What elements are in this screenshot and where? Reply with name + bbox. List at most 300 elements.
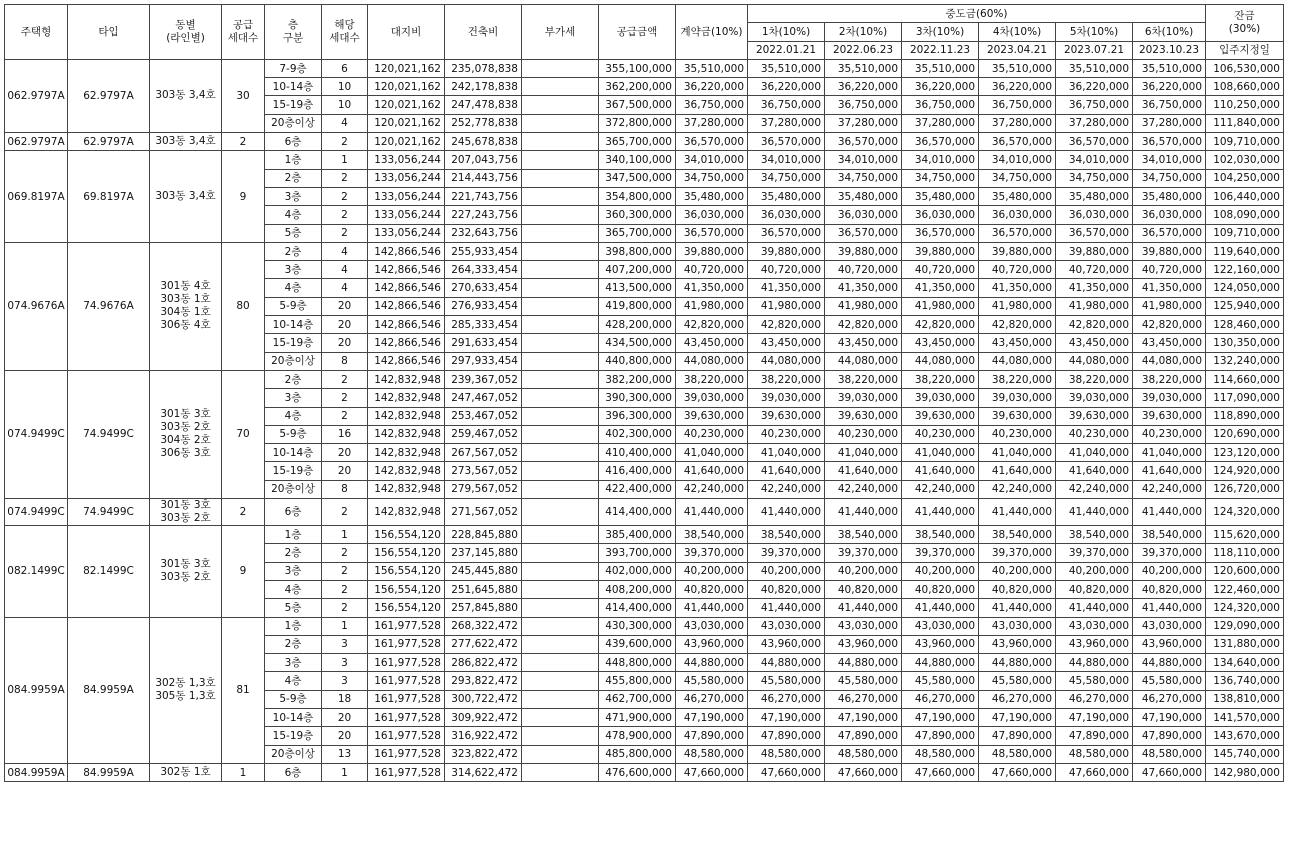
balance-cell: 120,690,000	[1206, 425, 1284, 443]
vat-cell	[522, 279, 599, 297]
balance-cell: 145,740,000	[1206, 745, 1284, 763]
interim-1-cell: 47,190,000	[748, 708, 825, 726]
interim-6-cell: 46,270,000	[1133, 690, 1206, 708]
land-cell: 161,977,528	[368, 672, 445, 690]
land-cell: 133,056,244	[368, 169, 445, 187]
interim-4-cell: 39,630,000	[979, 407, 1056, 425]
land-cell: 142,832,948	[368, 407, 445, 425]
interim-6-cell: 44,080,000	[1133, 352, 1206, 370]
construction-cell: 207,043,756	[445, 151, 522, 169]
units-cell: 2	[322, 562, 368, 580]
supply-price-cell: 448,800,000	[599, 654, 676, 672]
building-cell	[150, 133, 222, 151]
vat-cell	[522, 224, 599, 242]
interim-6-cell: 40,200,000	[1133, 562, 1206, 580]
table-row	[5, 617, 1284, 635]
construction-cell: 237,145,880	[445, 544, 522, 562]
interim-5-cell: 42,240,000	[1056, 480, 1133, 498]
interim-1-cell: 42,240,000	[748, 480, 825, 498]
supply-price-cell: 434,500,000	[599, 334, 676, 352]
land-cell: 161,977,528	[368, 617, 445, 635]
interim-1-cell: 44,080,000	[748, 352, 825, 370]
building-line: 305동 1,3호	[155, 690, 216, 703]
interim-6-cell: 39,030,000	[1133, 389, 1206, 407]
supply-price-cell: 372,800,000	[599, 114, 676, 132]
type-cell: 82.1499C	[68, 526, 150, 617]
units-cell: 20	[322, 334, 368, 352]
table-row	[5, 763, 1284, 781]
units-cell: 8	[322, 480, 368, 498]
interim-5-cell: 48,580,000	[1056, 745, 1133, 763]
floor-cell: 10-14층	[265, 444, 322, 462]
interim-1-cell: 47,890,000	[748, 727, 825, 745]
interim-3-cell: 41,640,000	[902, 462, 979, 480]
land-cell: 142,866,546	[368, 242, 445, 260]
contract-cell: 46,270,000	[676, 690, 748, 708]
interim-3-cell: 37,280,000	[902, 114, 979, 132]
interim-3-cell: 40,820,000	[902, 580, 979, 598]
interim-4-cell: 46,270,000	[979, 690, 1056, 708]
land-cell: 120,021,162	[368, 78, 445, 96]
balance-cell: 111,840,000	[1206, 114, 1284, 132]
units-cell: 4	[322, 114, 368, 132]
units-cell: 4	[322, 261, 368, 279]
supply-price-cell: 385,400,000	[599, 526, 676, 544]
building-line: 303동 2호	[160, 571, 211, 584]
interim-2-cell: 36,750,000	[825, 96, 902, 114]
header-interim-date-3: 2022.11.23	[902, 41, 979, 59]
construction-cell: 235,078,838	[445, 59, 522, 77]
building-line: 303동 3,4호	[155, 89, 216, 102]
interim-3-cell: 36,220,000	[902, 78, 979, 96]
header-construction: 건축비	[445, 5, 522, 60]
land-cell: 142,832,948	[368, 462, 445, 480]
interim-2-cell: 41,350,000	[825, 279, 902, 297]
interim-4-cell: 34,750,000	[979, 169, 1056, 187]
contract-cell: 39,030,000	[676, 389, 748, 407]
units-cell: 2	[322, 206, 368, 224]
balance-cell: 109,710,000	[1206, 224, 1284, 242]
supply-price-cell: 367,500,000	[599, 96, 676, 114]
header-floor	[265, 5, 322, 60]
construction-cell: 214,443,756	[445, 169, 522, 187]
table-row	[5, 151, 1284, 169]
interim-3-cell: 44,880,000	[902, 654, 979, 672]
floor-cell: 10-14층	[265, 78, 322, 96]
interim-6-cell: 34,010,000	[1133, 151, 1206, 169]
contract-cell: 45,580,000	[676, 672, 748, 690]
construction-cell: 252,778,838	[445, 114, 522, 132]
supply-price-cell: 360,300,000	[599, 206, 676, 224]
interim-1-cell: 48,580,000	[748, 745, 825, 763]
balance-cell: 106,440,000	[1206, 187, 1284, 205]
contract-cell: 42,240,000	[676, 480, 748, 498]
building-line: 304동 2호	[160, 434, 211, 447]
interim-5-cell: 47,190,000	[1056, 708, 1133, 726]
interim-3-cell: 39,030,000	[902, 389, 979, 407]
construction-cell: 239,367,052	[445, 370, 522, 388]
construction-cell: 316,922,472	[445, 727, 522, 745]
units-cell: 2	[322, 224, 368, 242]
land-cell: 120,021,162	[368, 96, 445, 114]
interim-5-cell: 44,880,000	[1056, 654, 1133, 672]
contract-cell: 41,040,000	[676, 444, 748, 462]
interim-6-cell: 47,660,000	[1133, 763, 1206, 781]
supply-price-cell: 414,400,000	[599, 599, 676, 617]
floor-cell: 4층	[265, 407, 322, 425]
units-cell: 2	[322, 499, 368, 526]
balance-cell: 123,120,000	[1206, 444, 1284, 462]
interim-2-cell: 40,820,000	[825, 580, 902, 598]
supply-units-cell: 9	[222, 526, 265, 617]
supply-price-cell: 365,700,000	[599, 133, 676, 151]
building-cell	[150, 370, 222, 498]
supply-units-cell: 30	[222, 59, 265, 132]
interim-1-cell: 45,580,000	[748, 672, 825, 690]
building-cell	[150, 151, 222, 242]
interim-1-cell: 47,660,000	[748, 763, 825, 781]
interim-5-cell: 47,890,000	[1056, 727, 1133, 745]
floor-cell: 3층	[265, 562, 322, 580]
vat-cell	[522, 261, 599, 279]
units-cell: 2	[322, 599, 368, 617]
supply-price-cell: 410,400,000	[599, 444, 676, 462]
interim-2-cell: 43,450,000	[825, 334, 902, 352]
interim-2-cell: 36,570,000	[825, 224, 902, 242]
interim-6-cell: 36,570,000	[1133, 224, 1206, 242]
floor-cell: 4층	[265, 672, 322, 690]
interim-5-cell: 37,280,000	[1056, 114, 1133, 132]
interim-3-cell: 47,660,000	[902, 763, 979, 781]
header-supply-units-line1: 공급	[232, 18, 254, 31]
vat-cell	[522, 672, 599, 690]
interim-5-cell: 34,010,000	[1056, 151, 1133, 169]
interim-2-cell: 38,220,000	[825, 370, 902, 388]
construction-cell: 232,643,756	[445, 224, 522, 242]
building-cell	[150, 242, 222, 370]
interim-5-cell: 36,570,000	[1056, 133, 1133, 151]
vat-cell	[522, 114, 599, 132]
interim-3-cell: 43,030,000	[902, 617, 979, 635]
interim-1-cell: 44,880,000	[748, 654, 825, 672]
contract-cell: 40,820,000	[676, 580, 748, 598]
interim-2-cell: 41,980,000	[825, 297, 902, 315]
units-cell: 20	[322, 727, 368, 745]
supply-price-cell: 428,200,000	[599, 316, 676, 334]
interim-1-cell: 43,960,000	[748, 635, 825, 653]
interim-4-cell: 39,030,000	[979, 389, 1056, 407]
header-interim-5: 5차(10%)	[1056, 23, 1133, 41]
interim-4-cell: 43,030,000	[979, 617, 1056, 635]
interim-6-cell: 41,440,000	[1133, 499, 1206, 526]
interim-2-cell: 41,440,000	[825, 499, 902, 526]
contract-cell: 41,440,000	[676, 599, 748, 617]
vat-cell	[522, 59, 599, 77]
interim-4-cell: 41,440,000	[979, 599, 1056, 617]
vat-cell	[522, 544, 599, 562]
vat-cell	[522, 635, 599, 653]
interim-6-cell: 36,570,000	[1133, 133, 1206, 151]
vat-cell	[522, 242, 599, 260]
header-building-line2: (라인별)	[166, 31, 205, 44]
interim-1-cell: 39,880,000	[748, 242, 825, 260]
interim-2-cell: 47,890,000	[825, 727, 902, 745]
interim-4-cell: 48,580,000	[979, 745, 1056, 763]
interim-1-cell: 40,820,000	[748, 580, 825, 598]
contract-cell: 47,660,000	[676, 763, 748, 781]
balance-cell: 110,250,000	[1206, 96, 1284, 114]
interim-3-cell: 34,750,000	[902, 169, 979, 187]
interim-5-cell: 40,200,000	[1056, 562, 1133, 580]
interim-3-cell: 40,230,000	[902, 425, 979, 443]
land-cell: 133,056,244	[368, 206, 445, 224]
floor-cell: 5층	[265, 599, 322, 617]
floor-cell: 3층	[265, 187, 322, 205]
floor-cell: 2층	[265, 635, 322, 653]
type-cell: 69.8197A	[68, 151, 150, 242]
contract-cell: 38,540,000	[676, 526, 748, 544]
interim-4-cell: 39,880,000	[979, 242, 1056, 260]
interim-2-cell: 45,580,000	[825, 672, 902, 690]
interim-1-cell: 36,030,000	[748, 206, 825, 224]
supply-price-cell: 398,800,000	[599, 242, 676, 260]
interim-1-cell: 36,220,000	[748, 78, 825, 96]
interim-5-cell: 36,220,000	[1056, 78, 1133, 96]
table-row	[5, 370, 1284, 388]
interim-1-cell: 46,270,000	[748, 690, 825, 708]
construction-cell: 245,445,880	[445, 562, 522, 580]
interim-4-cell: 40,820,000	[979, 580, 1056, 598]
interim-2-cell: 42,820,000	[825, 316, 902, 334]
interim-3-cell: 35,510,000	[902, 59, 979, 77]
header-balance-line1: 잔금	[1234, 9, 1255, 22]
balance-cell: 117,090,000	[1206, 389, 1284, 407]
interim-1-cell: 38,540,000	[748, 526, 825, 544]
interim-5-cell: 36,750,000	[1056, 96, 1133, 114]
interim-1-cell: 41,440,000	[748, 499, 825, 526]
supply-price-cell: 393,700,000	[599, 544, 676, 562]
building-cell	[150, 59, 222, 132]
supply-price-cell: 440,800,000	[599, 352, 676, 370]
interim-5-cell: 35,480,000	[1056, 187, 1133, 205]
balance-cell: 118,110,000	[1206, 544, 1284, 562]
floor-cell: 10-14층	[265, 708, 322, 726]
interim-5-cell: 39,630,000	[1056, 407, 1133, 425]
floor-cell: 6층	[265, 133, 322, 151]
floor-cell: 15-19층	[265, 462, 322, 480]
units-cell: 18	[322, 690, 368, 708]
interim-5-cell: 41,980,000	[1056, 297, 1133, 315]
header-supply-price: 공급금액	[599, 5, 676, 60]
units-cell: 2	[322, 389, 368, 407]
floor-cell: 6층	[265, 499, 322, 526]
vat-cell	[522, 690, 599, 708]
interim-2-cell: 39,030,000	[825, 389, 902, 407]
land-cell: 142,832,948	[368, 499, 445, 526]
interim-4-cell: 40,230,000	[979, 425, 1056, 443]
interim-6-cell: 43,030,000	[1133, 617, 1206, 635]
interim-3-cell: 43,960,000	[902, 635, 979, 653]
interim-5-cell: 45,580,000	[1056, 672, 1133, 690]
supply-price-cell: 422,400,000	[599, 480, 676, 498]
interim-6-cell: 39,880,000	[1133, 242, 1206, 260]
header-land: 대지비	[368, 5, 445, 60]
header-vat: 부가세	[522, 5, 599, 60]
contract-cell: 40,200,000	[676, 562, 748, 580]
interim-4-cell: 47,190,000	[979, 708, 1056, 726]
balance-cell: 114,660,000	[1206, 370, 1284, 388]
header-interim-1: 1차(10%)	[748, 23, 825, 41]
construction-cell: 291,633,454	[445, 334, 522, 352]
vat-cell	[522, 352, 599, 370]
interim-4-cell: 34,010,000	[979, 151, 1056, 169]
land-cell: 161,977,528	[368, 690, 445, 708]
balance-cell: 118,890,000	[1206, 407, 1284, 425]
construction-cell: 273,567,052	[445, 462, 522, 480]
units-cell: 2	[322, 407, 368, 425]
interim-4-cell: 37,280,000	[979, 114, 1056, 132]
interim-3-cell: 46,270,000	[902, 690, 979, 708]
supply-price-cell: 478,900,000	[599, 727, 676, 745]
interim-1-cell: 36,570,000	[748, 133, 825, 151]
contract-cell: 37,280,000	[676, 114, 748, 132]
vat-cell	[522, 133, 599, 151]
units-cell: 2	[322, 544, 368, 562]
price-table	[4, 4, 1284, 782]
interim-3-cell: 36,750,000	[902, 96, 979, 114]
construction-cell: 276,933,454	[445, 297, 522, 315]
interim-6-cell: 43,960,000	[1133, 635, 1206, 653]
construction-cell: 323,822,472	[445, 745, 522, 763]
floor-cell: 15-19층	[265, 96, 322, 114]
contract-cell: 36,570,000	[676, 133, 748, 151]
interim-3-cell: 38,540,000	[902, 526, 979, 544]
interim-6-cell: 39,630,000	[1133, 407, 1206, 425]
interim-5-cell: 41,040,000	[1056, 444, 1133, 462]
supply-units-cell: 81	[222, 617, 265, 763]
interim-5-cell: 43,960,000	[1056, 635, 1133, 653]
interim-6-cell: 38,220,000	[1133, 370, 1206, 388]
interim-5-cell: 40,720,000	[1056, 261, 1133, 279]
interim-6-cell: 43,450,000	[1133, 334, 1206, 352]
interim-3-cell: 38,220,000	[902, 370, 979, 388]
balance-cell: 108,660,000	[1206, 78, 1284, 96]
balance-cell: 119,640,000	[1206, 242, 1284, 260]
contract-cell: 41,980,000	[676, 297, 748, 315]
interim-6-cell: 48,580,000	[1133, 745, 1206, 763]
interim-5-cell: 38,540,000	[1056, 526, 1133, 544]
land-cell: 161,977,528	[368, 708, 445, 726]
vat-cell	[522, 444, 599, 462]
type-cell: 62.9797A	[68, 59, 150, 132]
balance-cell: 124,320,000	[1206, 499, 1284, 526]
interim-6-cell: 36,750,000	[1133, 96, 1206, 114]
header-interim-date-4: 2023.04.21	[979, 41, 1056, 59]
type-name-cell: 074.9676A	[5, 242, 68, 370]
interim-4-cell: 41,040,000	[979, 444, 1056, 462]
table-row	[5, 526, 1284, 544]
balance-cell: 125,940,000	[1206, 297, 1284, 315]
contract-cell: 41,640,000	[676, 462, 748, 480]
interim-2-cell: 39,370,000	[825, 544, 902, 562]
vat-cell	[522, 407, 599, 425]
building-line: 303동 3,4호	[155, 190, 216, 203]
balance-cell: 126,720,000	[1206, 480, 1284, 498]
contract-cell: 40,720,000	[676, 261, 748, 279]
vat-cell	[522, 151, 599, 169]
supply-units-cell: 2	[222, 499, 265, 526]
supply-price-cell: 413,500,000	[599, 279, 676, 297]
building-line: 302동 1,3호	[155, 677, 216, 690]
contract-cell: 39,370,000	[676, 544, 748, 562]
supply-price-cell: 416,400,000	[599, 462, 676, 480]
land-cell: 142,866,546	[368, 352, 445, 370]
units-cell: 1	[322, 526, 368, 544]
balance-cell: 141,570,000	[1206, 708, 1284, 726]
floor-cell: 3층	[265, 389, 322, 407]
interim-4-cell: 42,820,000	[979, 316, 1056, 334]
units-cell: 2	[322, 169, 368, 187]
interim-1-cell: 43,450,000	[748, 334, 825, 352]
building-line: 306동 4호	[160, 319, 211, 332]
units-cell: 1	[322, 763, 368, 781]
header-balance-line2: (30%)	[1228, 22, 1261, 35]
construction-cell: 259,467,052	[445, 425, 522, 443]
interim-1-cell: 36,750,000	[748, 96, 825, 114]
vat-cell	[522, 580, 599, 598]
interim-5-cell: 44,080,000	[1056, 352, 1133, 370]
interim-5-cell: 39,370,000	[1056, 544, 1133, 562]
building-line: 303동 3,4호	[155, 135, 216, 148]
interim-2-cell: 41,440,000	[825, 599, 902, 617]
interim-6-cell: 42,240,000	[1133, 480, 1206, 498]
supply-price-cell: 362,200,000	[599, 78, 676, 96]
supply-price-cell: 355,100,000	[599, 59, 676, 77]
land-cell: 161,977,528	[368, 727, 445, 745]
interim-3-cell: 42,240,000	[902, 480, 979, 498]
interim-1-cell: 41,040,000	[748, 444, 825, 462]
construction-cell: 242,178,838	[445, 78, 522, 96]
land-cell: 156,554,120	[368, 544, 445, 562]
contract-cell: 44,880,000	[676, 654, 748, 672]
interim-5-cell: 41,440,000	[1056, 599, 1133, 617]
interim-6-cell: 37,280,000	[1133, 114, 1206, 132]
interim-5-cell: 46,270,000	[1056, 690, 1133, 708]
vat-cell	[522, 526, 599, 544]
floor-cell: 5-9층	[265, 297, 322, 315]
interim-5-cell: 36,570,000	[1056, 224, 1133, 242]
interim-1-cell: 41,980,000	[748, 297, 825, 315]
vat-cell	[522, 316, 599, 334]
interim-4-cell: 41,440,000	[979, 499, 1056, 526]
land-cell: 142,866,546	[368, 279, 445, 297]
interim-3-cell: 36,570,000	[902, 133, 979, 151]
floor-cell: 15-19층	[265, 334, 322, 352]
interim-3-cell: 43,450,000	[902, 334, 979, 352]
land-cell: 120,021,162	[368, 133, 445, 151]
building-line: 302동 1호	[160, 766, 211, 779]
interim-4-cell: 40,200,000	[979, 562, 1056, 580]
interim-5-cell: 35,510,000	[1056, 59, 1133, 77]
interim-4-cell: 38,540,000	[979, 526, 1056, 544]
vat-cell	[522, 617, 599, 635]
interim-1-cell: 42,820,000	[748, 316, 825, 334]
interim-1-cell: 40,200,000	[748, 562, 825, 580]
balance-cell: 136,740,000	[1206, 672, 1284, 690]
floor-cell: 6층	[265, 763, 322, 781]
vat-cell	[522, 334, 599, 352]
construction-cell: 297,933,454	[445, 352, 522, 370]
